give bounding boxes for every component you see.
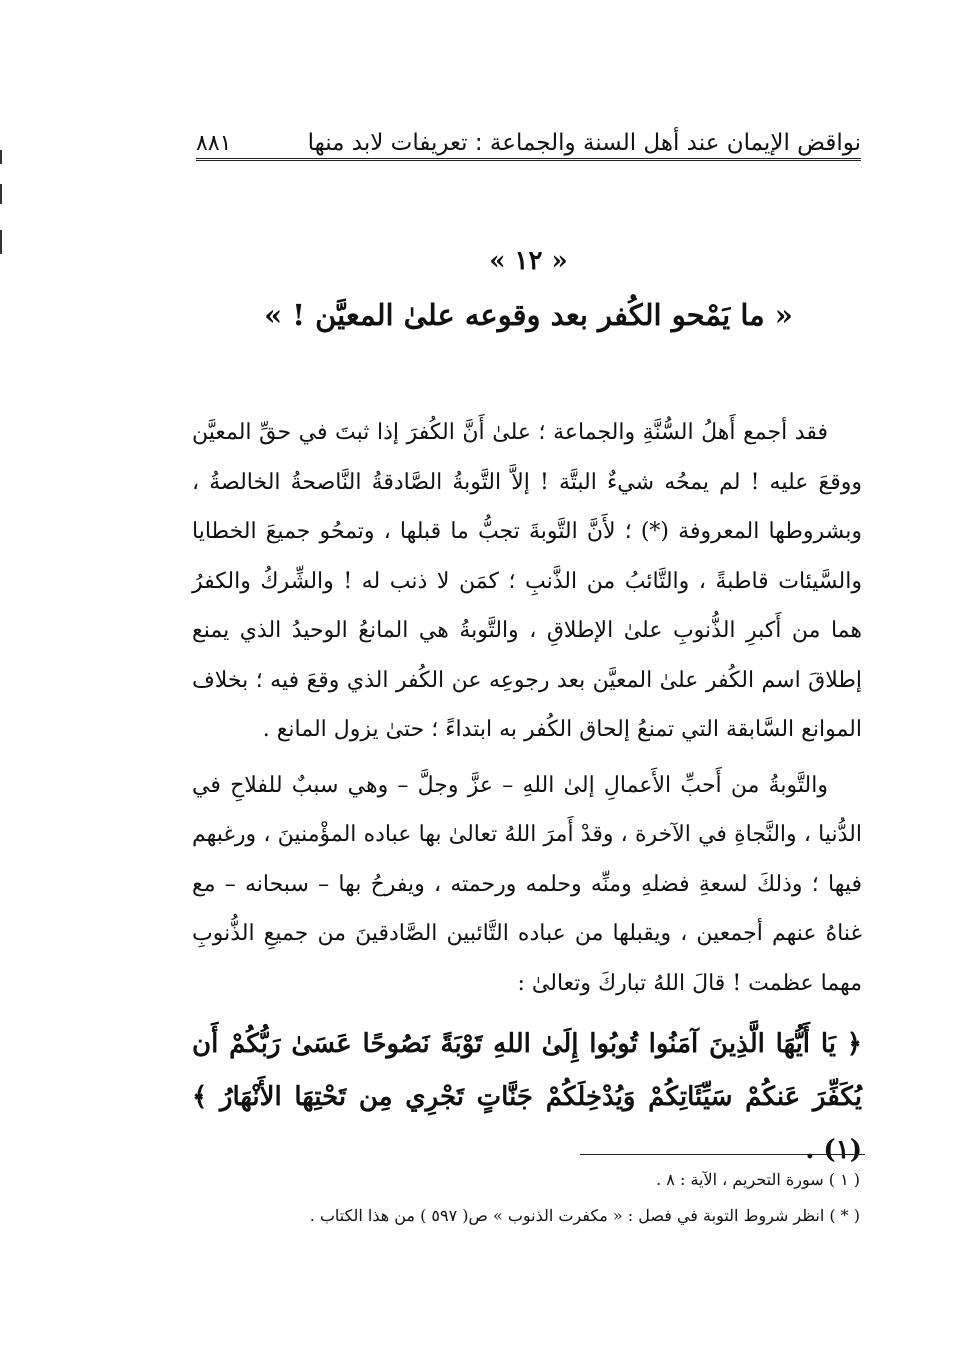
chapter-title: « ما يَمْحو الكُفر بعد وقوعه علىٰ المعيَّن ! » (264, 298, 793, 332)
body-text (192, 408, 862, 1177)
footnote-2: ( * ) انظر شروط التوبة في فصل : « مكفرت الذنوب » ص( ٥٩٧ ) من هذا الكتاب . (309, 1206, 860, 1225)
page-number: ٨٨١ (196, 131, 232, 156)
paragraph-2: والتَّوبةُ من أَحبِّ الأَعمالِ إلىٰ اللهِ – عزَّ وجلَّ – وهي سببٌ للفلاحِ في الدُّنيا ، والنَّجاةِ في الآخرة ، وقدْ أَمرَ اللهُ تعالىٰ بها عباده المؤْمنينَ ، ورغبهم فيها ؛ وذلكَ لسعةِ فضلهِ ومنِّه وحلمه ورحمته ، ويفرحُ بها – سبحانه – مع غناهُ عنهم أجمعين ، ويقبلها من عباده التَّائبين الصَّادقينَ من جميعِ الذُّنوبِ مهما عظمت ! قالَ اللهُ تباركَ وتعالىٰ : (192, 772, 862, 996)
scan-edge-marks (0, 150, 4, 260)
footnote-1: ( ١ ) سورة التحريم ، الآية : ٨ . (656, 1170, 860, 1189)
page-header (196, 112, 861, 156)
chapter-number: « ١٢ » (489, 246, 568, 276)
running-title: نواقض الإيمان عند أهل السنة والجماعة : تعريفات لابد منها (307, 130, 861, 156)
footnote-rule (580, 1154, 865, 1155)
quran-verse: ﴿ يَا أَيُّهَا الَّذِينَ آمَنُوا تُوبُوا إِلَىٰ اللهِ تَوْبَةً نَصُوحًا عَسَىٰ رَبُّكُمْ أَن يُكَفِّرَ عَنكُمْ سَيِّئَاتِكُمْ وَيُدْخِلَكُمْ جَنَّاتٍ تَجْرِي مِن تَحْتِهَا الأَنْهَارُ ﴾(١) . (192, 1029, 862, 1165)
footnotes (196, 1162, 860, 1234)
header-rule (196, 158, 861, 161)
paragraph-1: فقد أجمع أَهلُ السُّنَّةِ والجماعة ؛ علىٰ أَنَّ الكُفرَ إذا ثبتَ في حقِّ المعيَّن ووقعَ عليه ! لم يمحُه شيءٌ البتَّة ! إلاَّ التَّوبةُ الصَّادقةُ النَّاصحةُ الخالصةُ ، وبشروطها المعروفة (*) ؛ لأَنَّ التَّوبةَ تجبُّ ما قبلها ، وتمحُو جميعَ الخطايا والسَّيئات قاطبةً ، والتَّائبُ من الذَّنبِ ؛ كمَن لا ذنب له ! والشِّركُ والكفرُ هما من أَكبرِ الذُّنوبِ علىٰ الإطلاقِ ، والتَّوبةُ هي المانعُ الوحيدُ الذي يمنع إطلاقَ اسم الكُفر علىٰ المعيَّن بعد رجوعِه عن الكُفر الذي وقعَ فيه ؛ بخلاف الموانع السَّابقة التي تمنعُ إلحاق الكُفر به ابتداءً ؛ حتىٰ يزول المانع . (192, 420, 862, 742)
